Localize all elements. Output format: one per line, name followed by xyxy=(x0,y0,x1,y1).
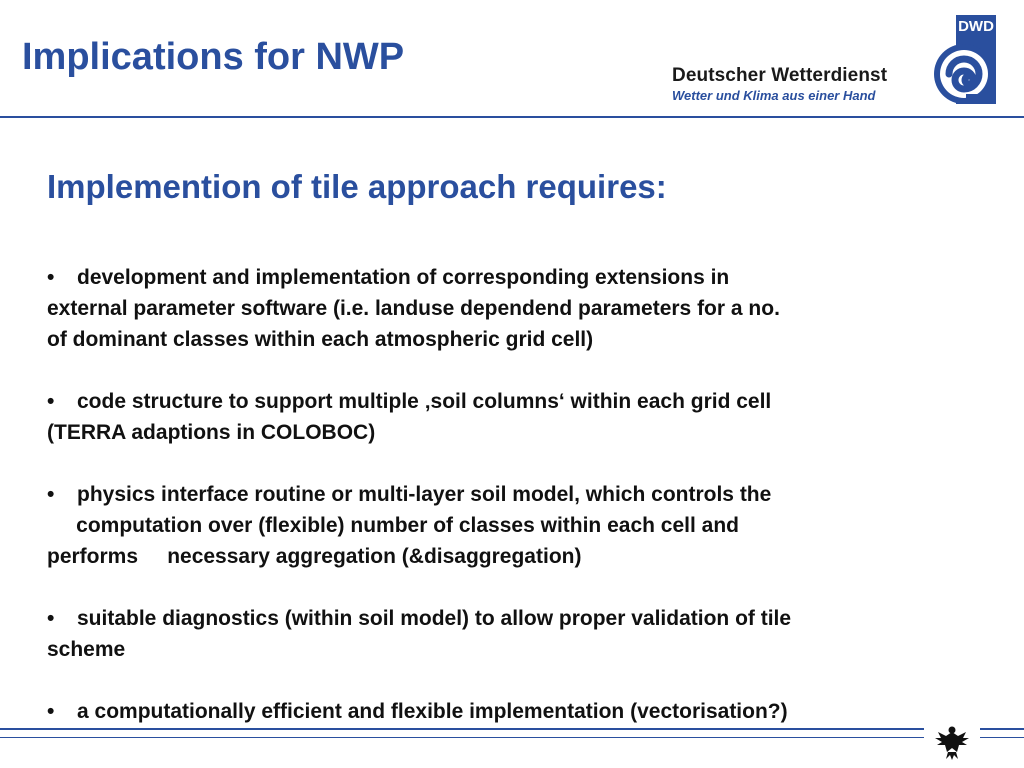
bullet-item xyxy=(47,696,987,727)
bullet-marker: • xyxy=(47,266,55,289)
bullet-marker: • xyxy=(47,700,55,723)
bullet-line: suitable diagnostics (within soil model) to allow proper validation of tile xyxy=(77,607,792,630)
brand-tagline: Wetter und Klima aus einer Hand xyxy=(672,88,876,103)
slide-title: Implications for NWP xyxy=(22,36,405,78)
bullet-line: external parameter software (i.e. landuse dependend parameters for a no. xyxy=(47,297,780,320)
bullet-list xyxy=(47,262,987,758)
slide-subheading: Implemention of tile approach requires: xyxy=(47,168,667,205)
bullet-line: development and implementation of corresponding extensions in xyxy=(77,266,730,289)
federal-eagle-icon xyxy=(932,722,972,762)
footer-divider xyxy=(0,737,924,738)
bullet-line: a computationally efficient and flexible implementation (vectorisation?) xyxy=(77,700,788,723)
bullet-marker: • xyxy=(47,607,55,630)
bullet-marker: • xyxy=(47,483,55,506)
footer-divider xyxy=(0,728,924,730)
bullet-line: of dominant classes within each atmospheric grid cell) xyxy=(47,328,594,351)
bullet-line: computation over (flexible) number of classes within each cell and xyxy=(47,514,739,537)
dwd-swirl-logo-icon xyxy=(930,12,1002,106)
bullet-item xyxy=(47,262,987,355)
footer-divider xyxy=(980,728,1024,730)
bullet-item xyxy=(47,479,987,572)
footer-divider xyxy=(980,737,1024,738)
bullet-marker: • xyxy=(47,390,55,413)
bullet-line: code structure to support multiple ‚soil columns‘ within each grid cell xyxy=(77,390,772,413)
brand-block xyxy=(672,66,887,102)
bullet-item xyxy=(47,603,987,665)
header-divider xyxy=(0,116,1024,118)
bullet-line: (TERRA adaptions in COLOBOC) xyxy=(47,421,376,444)
bullet-line: physics interface routine or multi-layer soil model, which controls the xyxy=(77,483,772,506)
brand-name: Deutscher Wetterdienst xyxy=(672,65,888,86)
bullet-line: performs necessary aggregation (&disaggregation) xyxy=(47,545,582,568)
bullet-line: scheme xyxy=(47,638,126,661)
logo-text: DWD xyxy=(958,18,994,35)
bullet-item xyxy=(47,386,987,448)
